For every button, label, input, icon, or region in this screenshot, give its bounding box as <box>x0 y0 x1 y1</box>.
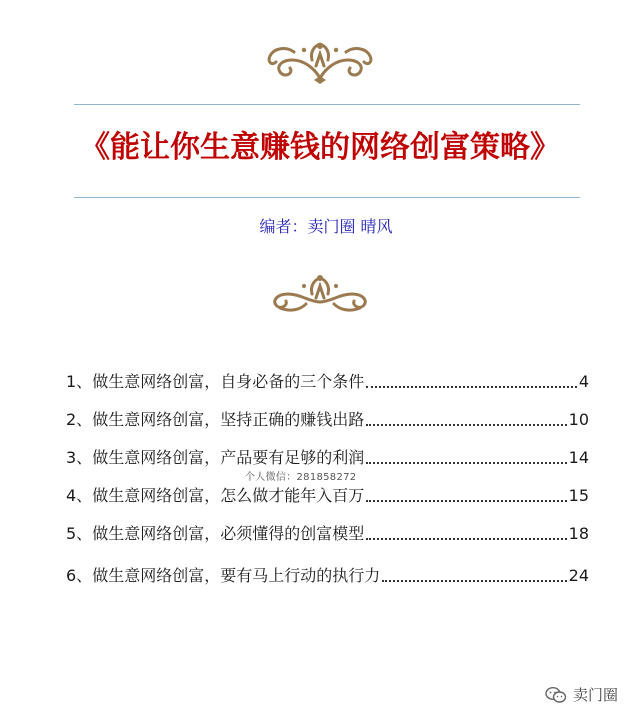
toc-page-number: 4 <box>578 372 589 391</box>
toc-entry[interactable] <box>66 564 589 588</box>
author-names: 卖门圈 晴风 <box>307 217 393 236</box>
author-line <box>0 216 640 238</box>
toc-entry[interactable] <box>66 370 589 394</box>
brand-name: 卖门圈 <box>572 686 618 704</box>
toc-page-number: 10 <box>568 410 589 429</box>
toc-page-number: 24 <box>568 566 589 585</box>
toc-entry-text: 1、做生意网络创富，自身必备的三个条件 <box>66 372 365 391</box>
toc-entry[interactable] <box>66 522 589 546</box>
toc-leader-dots <box>382 580 566 582</box>
toc-entry[interactable] <box>66 446 589 470</box>
watermark-text: 个人微信：281858272 <box>245 472 357 483</box>
toc-leader-dots <box>366 386 577 388</box>
ornament-bottom-icon <box>266 272 374 314</box>
toc-entry[interactable] <box>66 484 589 508</box>
author-label: 编者： <box>259 217 308 236</box>
toc-entry-text: 6、做生意网络创富，要有马上行动的执行力 <box>66 566 381 585</box>
toc-leader-dots <box>366 462 566 464</box>
title-rule-top <box>74 104 580 105</box>
toc-page-number: 14 <box>568 448 589 467</box>
toc-entry-text: 4、做生意网络创富，怎么做才能年入百万 <box>66 486 365 505</box>
toc-page-number: 18 <box>568 524 589 543</box>
toc-entry-text: 3、做生意网络创富，产品要有足够的利润 <box>66 448 365 467</box>
brand-badge <box>545 684 618 705</box>
toc-leader-dots <box>366 538 566 540</box>
toc-entry-text: 5、做生意网络创富，必须懂得的创富模型 <box>66 524 365 543</box>
toc-entry[interactable] <box>66 408 589 432</box>
title-rule-bottom <box>74 197 580 198</box>
ornament-top-icon <box>264 38 376 86</box>
toc-page-number: 15 <box>568 486 589 505</box>
wechat-icon <box>545 686 567 704</box>
toc-entry-text: 2、做生意网络创富，坚持正确的赚钱出路 <box>66 410 365 429</box>
document-title: 《能让你生意赚钱的网络创富策略》 <box>80 130 560 165</box>
toc-leader-dots <box>366 500 566 502</box>
toc-leader-dots <box>366 424 566 426</box>
